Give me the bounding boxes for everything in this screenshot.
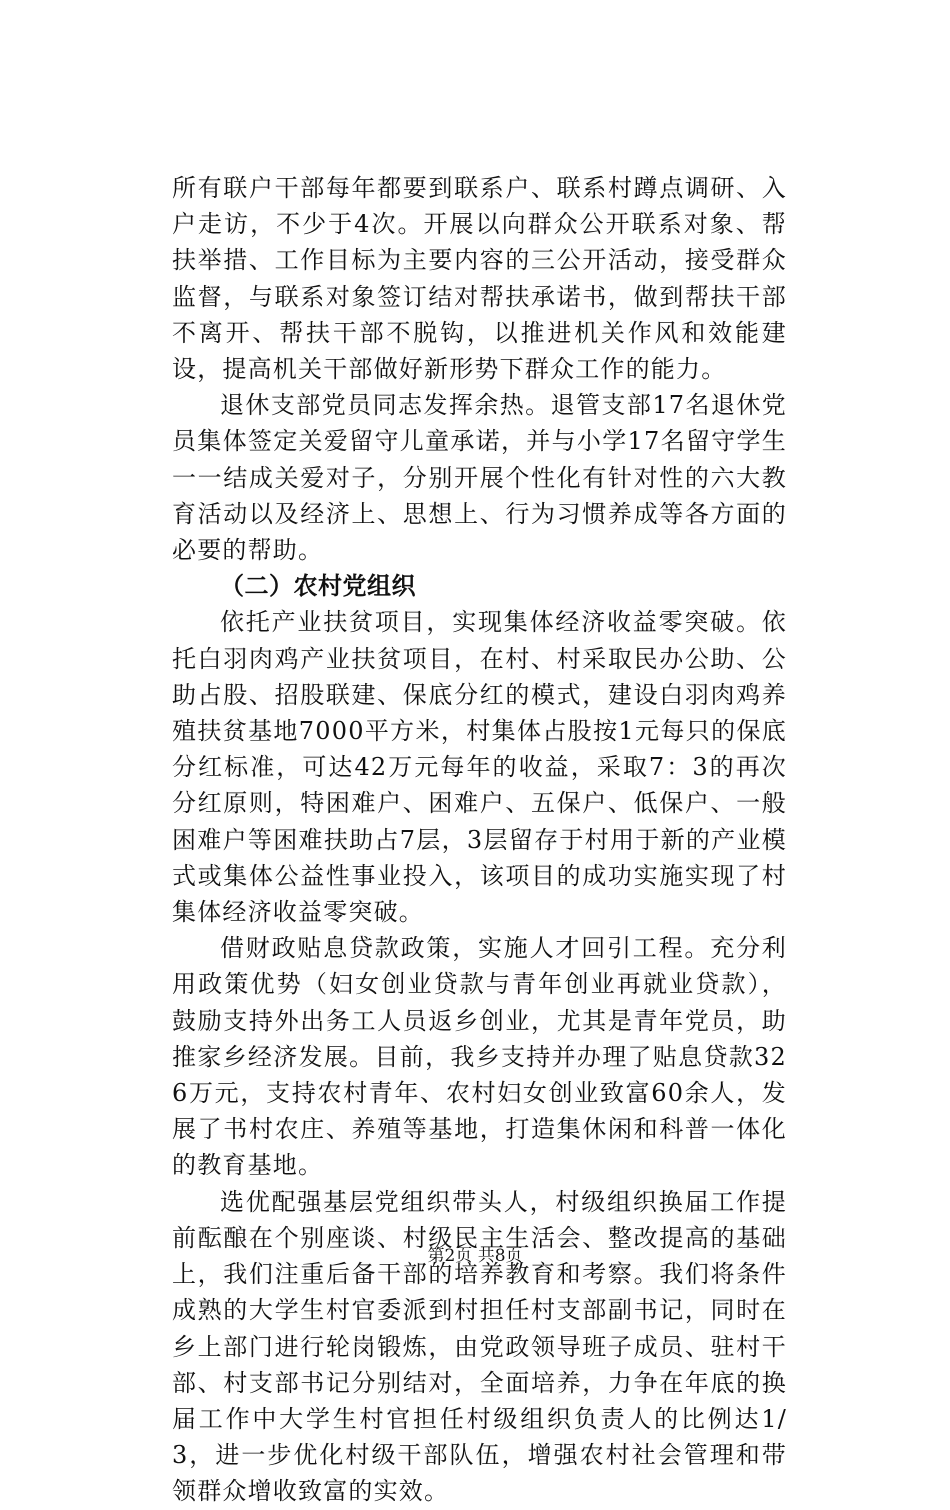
document-body bbox=[172, 170, 787, 1510]
paragraph-loan-policy: 借财政贴息贷款政策，实施人才回引工程。充分利用政策优势（妇女创业贷款与青年创业再就业贷款），鼓励支持外出务工人员返乡创业，尤其是青年党员，助推家乡经济发展。目前，我乡支持并办理了贴息贷款326万元，支持农村青年、农村妇女创业致富60余人，发展了书村农庄、养殖等基地，打造集休闲和科普一体化的教育基地。 bbox=[172, 934, 787, 1180]
paragraph-retired-members: 退休支部党员同志发挥余热。退管支部17名退休党员集体签定关爱留守儿童承诺，并与小学17名留守学生一一结成关爱对子，分别开展个性化有针对性的六大教育活动以及经济上、思想上、行为习惯养成等各方面的必要的帮助。 bbox=[172, 391, 787, 565]
paragraph-contact-cadres: 所有联户干部每年都要到联系户、联系村蹲点调研、入户走访，不少于4次。开展以向群众公开联系对象、帮扶举措、工作目标为主要内容的三公开活动，接受群众监督，与联系对象签订结对帮扶承诺书，做到帮扶干部不离开、帮扶干部不脱钩，以推进机关作风和效能建设，提高机关干部做好新形势下群众工作的能力。 bbox=[172, 174, 787, 384]
paragraph-leader-selection: 选优配强基层党组织带头人，村级组织换届工作提前酝酿在个别座谈、村级民主生活会、整改提高的基础上，我们注重后备干部的培养教育和考察。我们将条件成熟的大学生村官委派到村担任村支部副书记，同时在乡上部门进行轮岗锻炼，由党政领导班子成员、驻村干部、村支部书记分别结对，全面培养，力争在年底的换届工作中大学生村官担任村级组织负责人的比例达1/3，进一步优化村级干部队伍，增强农村社会管理和带领群众增收致富的实效。 bbox=[172, 1187, 787, 1506]
page-footer: 第2页 共8页 bbox=[427, 1246, 523, 1266]
paragraph-poverty-project: 依托产业扶贫项目，实现集体经济收益零突破。依托白羽肉鸡产业扶贫项目，在村、村采取民办公助、公助占股、招股联建、保底分红的模式，建设白羽肉鸡养殖扶贫基地7000平方米，村集体占股按1元每只的保底分红标准，可达42万元每年的收益，采取7：3的再次分红原则，特困难户、困难户、五保户、低保户、一般困难户等困难扶助占7层，3层留存于村用于新的产业模式或集体公益性事业投入，该项目的成功实施实现了村集体经济收益零突破。 bbox=[172, 608, 787, 927]
section-heading-rural-party: （二）农村党组织 bbox=[220, 572, 416, 601]
